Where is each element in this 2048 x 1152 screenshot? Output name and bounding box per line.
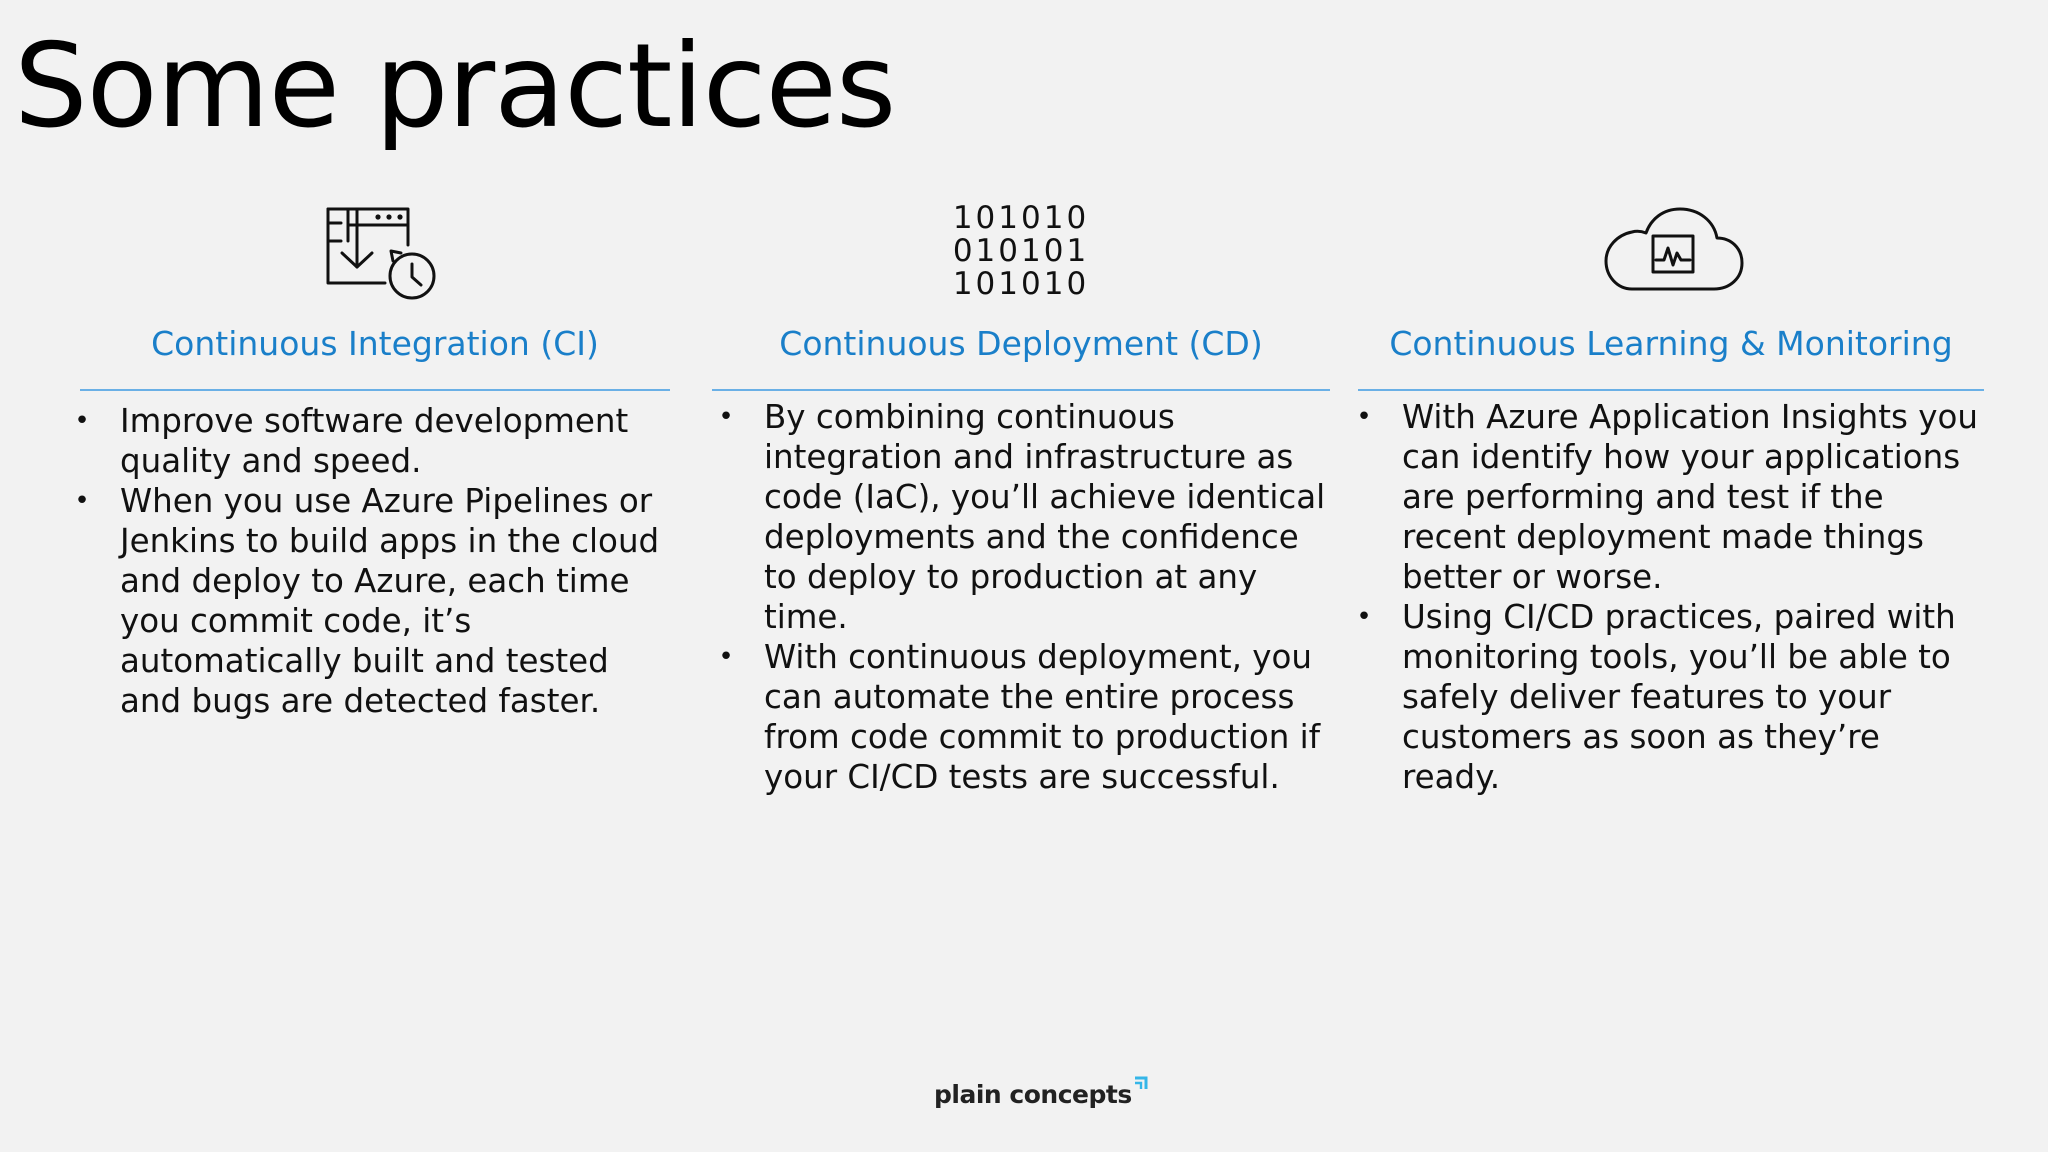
list-item: • With Azure Application Insights you can identify how your applications are performing and test if the recent deployment made things better or worse. xyxy=(1354,397,1984,597)
bullet-list xyxy=(72,401,670,721)
slide-title: Some practices xyxy=(14,19,896,154)
logo-mark-icon xyxy=(1133,1076,1149,1094)
column-heading: Continuous Learning & Monitoring xyxy=(1389,324,1953,363)
list-item: • With continuous deployment, you can automate the entire process from code commit to production if your CI/CD tests are successful. xyxy=(716,637,1330,797)
bullet-icon: • xyxy=(718,402,734,432)
bullet-list xyxy=(1354,397,1984,797)
pipeline-schedule-icon xyxy=(80,195,670,307)
binary-code-icon: 101010 010101 101010 xyxy=(952,199,1090,302)
list-item: • Using CI/CD practices, paired with monitoring tools, you’ll be able to safely deliver features to your customers as soon as they’re ready. xyxy=(1354,597,1984,797)
column-continuous-deployment xyxy=(712,195,1330,797)
list-item: • Improve software development quality and speed. xyxy=(72,401,670,481)
bullet-icon: • xyxy=(718,642,734,672)
column-continuous-learning-monitoring xyxy=(1358,195,1984,797)
logo-text: plain concepts xyxy=(934,1080,1132,1109)
bullet-icon: • xyxy=(1356,602,1372,632)
column-heading: Continuous Integration (CI) xyxy=(151,324,599,363)
heading-divider xyxy=(80,389,670,391)
list-item: • When you use Azure Pipelines or Jenkins to build apps in the cloud and deploy to Azure, each time you commit code, it’s automatically built and tested and bugs are detected faster. xyxy=(72,481,670,721)
list-item: • By combining continuous integration and infrastructure as code (IaC), you’ll achieve identical deployments and the confidence to deploy to production at any time. xyxy=(716,397,1330,637)
bullet-icon: • xyxy=(74,406,90,436)
heading-divider xyxy=(712,389,1330,391)
bullet-icon: • xyxy=(1356,402,1372,432)
bullet-list xyxy=(716,397,1330,797)
bullet-icon: • xyxy=(74,486,90,516)
plain-concepts-logo xyxy=(934,1080,1149,1109)
cloud-monitor-icon xyxy=(1358,195,1984,307)
column-continuous-integration xyxy=(74,195,670,721)
column-heading: Continuous Deployment (CD) xyxy=(779,324,1263,363)
heading-divider xyxy=(1358,389,1984,391)
